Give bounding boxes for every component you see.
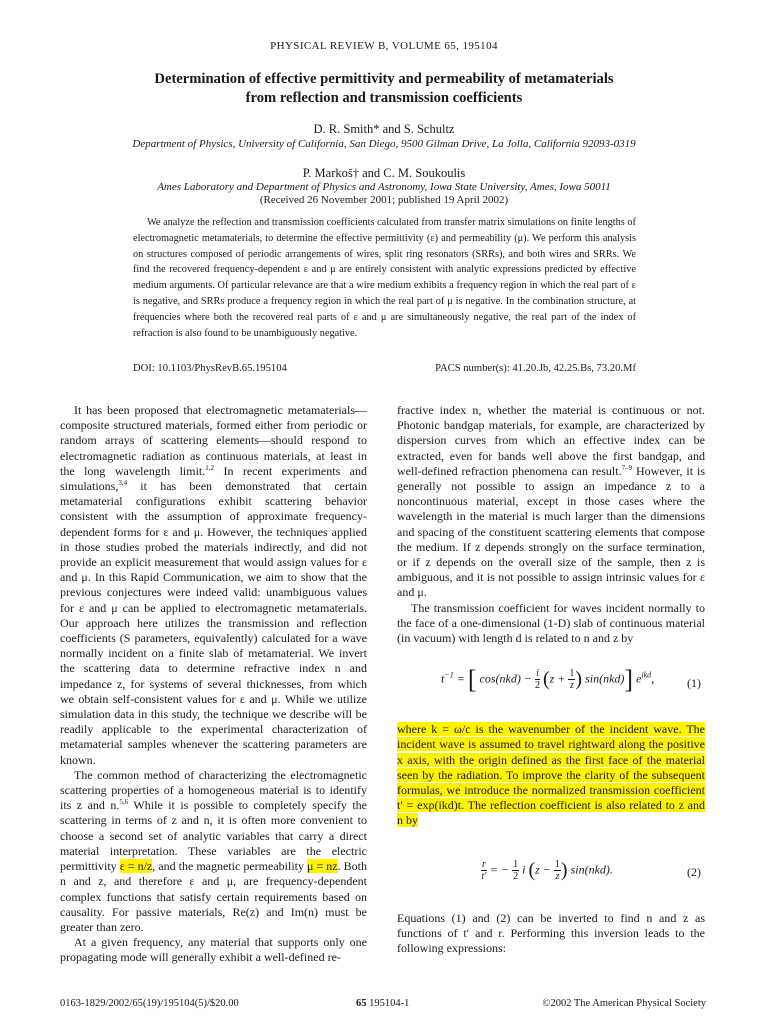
- paper-title: [0, 70, 768, 108]
- equation-2-number: (2): [687, 864, 701, 879]
- right-paragraph-4: Equations (1) and (2) can be inverted to find n and z as functions of t′ and r. Performing this inversion leads to the following expressions:: [397, 910, 705, 956]
- abstract: We analyze the reflection and transmission coefficients calculated from transfer matrix simulations on finite lengths of electromagnetic metamaterials, to determine the effective permittivity (ε) and permeability (μ). We perform this analysis on structures composed of periodic arrangements of wires, split ring resonators (SRRs), and both wires and SRRs. We find the recovered frequency-dependent ε and μ are entirely consistent with analytic expressions predicted by effective medium arguments. Of particular relevance are that a wire medium exhibits a frequency region in which the real part of ε is negative, and SRRs produce a frequency region in which the real part of μ is negative. In the combination structure, at frequencies where both the recovered real parts of ε and μ are simultaneously negative, the real part of the index of refraction is also found to be unambiguously negative.: [133, 217, 636, 339]
- title-line-1: Determination of effective permittivity and permeability of metamaterials: [154, 71, 614, 87]
- left-paragraph-3: At a given frequency, any material that supports only one propagating mode will generally exhibit a well-defined re-: [60, 935, 367, 965]
- left-column: [60, 403, 367, 966]
- footer-left: 0163-1829/2002/65(19)/195104(5)/$20.00: [60, 998, 239, 1009]
- title-line-2: from reflection and transmission coefficients: [245, 90, 523, 106]
- journal-header: PHYSICAL REVIEW B, VOLUME 65, 195104: [270, 40, 498, 52]
- footer-center: 65 195104-1: [356, 998, 410, 1009]
- right-paragraph-1: fractive index n, whether the material is continuous or not. Photonic bandgap materials, for example, are characterized by dispersion curves from which an effective index can be extracted, even for bands well above the first bandgap, and well-defined refraction phenomena can result.$^{7-9}$ However, it is generally not possible to assign an impedance z to a noncontinuous material, except in those cases where the wavelength in the material is much larger than the dimensions and spacing of the constituent scattering elements that compose the medium. If z depends strongly on the surface termination, or if z depends on the overall size of the sample, then z is ambiguous, and it is not possible to assign intrinsic values for ε and μ.: [397, 403, 706, 600]
- right-paragraph-2: The transmission coefficient for waves incident normally to the face of a one-dimensional (1-D) slab of continuous material (in vacuum) with length d is related to n and z by: [397, 600, 705, 646]
- doi: DOI: 10.1103/PhysRevB.65.195104: [133, 363, 287, 374]
- equation-1-number: (1): [687, 676, 701, 691]
- authors-2: P. Markoš† and C. M. Soukoulis: [302, 166, 466, 180]
- highlight-epsilon: ε = n/z: [119, 859, 153, 874]
- left-paragraph-1: It has been proposed that electromagnetic metamaterials—composite structured materials, formed either from periodic or random arrays of scattering elements—should respond to electromagnetic radiation as continuous materials, at least in the long wavelength limit.$^{1,2}$ In recent experiments and simulations,$^{3,4}$ it has been demonstrated that certain metamaterial configurations exhibit scattering behavior consistent with the assumption of approximate frequency-dependent forms for ε and μ. However, the techniques applied in those studies probed the materials indirectly, and did not provide an explicit measurement that would assign values for ε and μ. In this Rapid Communication, we aim to show that the previous conjectures were indeed valid: unambiguous values for ε and μ can be applied to electromagnetic metamaterials. Our approach here utilizes the transmission and reflection coefficients (S parameters, equivalently) calculated for a wave normally incident on a finite slab of metamaterial. We invert the scattering data to determine refractive index n and impedance z, for systems of several thicknesses, from which we obtain self-consistent values for ε and μ. While we utilize simulation data in this study, the technique we describe will be readily applicable to the experimental characterization of metamaterial samples whenever the scattering parameters are known.: [60, 403, 367, 767]
- right-paragraph-3: [397, 722, 705, 828]
- footer-right: ©2002 The American Physical Society: [542, 998, 706, 1009]
- affiliation-1: Department of Physics, University of California, San Diego, 9500 Gilman Drive, La Jolla, California 92093-0319: [132, 138, 636, 150]
- highlight-mu: μ = nz: [307, 859, 338, 874]
- pacs-numbers: PACS number(s): 41.20.Jb, 42.25.Bs, 73.20.Mf: [435, 363, 636, 374]
- affiliation-2: Ames Laboratory and Department of Physics and Astronomy, Iowa State University, Ames, Iowa 50011: [157, 181, 611, 193]
- authors-1: D. R. Smith* and S. Schultz: [313, 122, 455, 136]
- received-dates: (Received 26 November 2001; published 19 April 2002): [259, 194, 509, 206]
- equation-1: $t^{-1}$ = [ cos(nkd) − $\frac{i}{2}$ (z + $\frac{1}{z}$ ) sin(nkd)] $e^{ikd}$, (1): [441, 665, 701, 695]
- right-column: [397, 403, 705, 956]
- highlighted-passage: where k = ω/c is the wavenumber of the incident wave. The incident wave is assumed to travel rightward along the positive x axis, with the origin defined as the first face of the material seen by the radiation. To improve the clarity of the subsequent formulas, we introduce the normalized transmission coefficient t′ = exp(ikd)t. The reflection coefficient is also related to z and n by: [397, 722, 705, 828]
- left-paragraph-2: The common method of characterizing the electromagnetic scattering properties of a homogeneous material is to identify its z and n.$^{5,6}$ While it is possible to completely specify the scattering in terms of z and n, it is often more convenient to choose a second set of analytic variables that carry a direct material interpretation. These variables are the electric permittivity ε = n/z, and the magnetic permeability μ = nz. Both n and z, and therefore ε and μ, are frequency-dependent complex functions that satisfy certain requirements based on causality. For passive materials, Re(z) and Im(n) must be greater than zero.: [60, 767, 367, 934]
- equation-2: $\frac{r}{t'}$ = − $\frac{1}{2}$ i (z − $\frac{1}{z}$ ) sin(nkd). (2): [481, 858, 701, 882]
